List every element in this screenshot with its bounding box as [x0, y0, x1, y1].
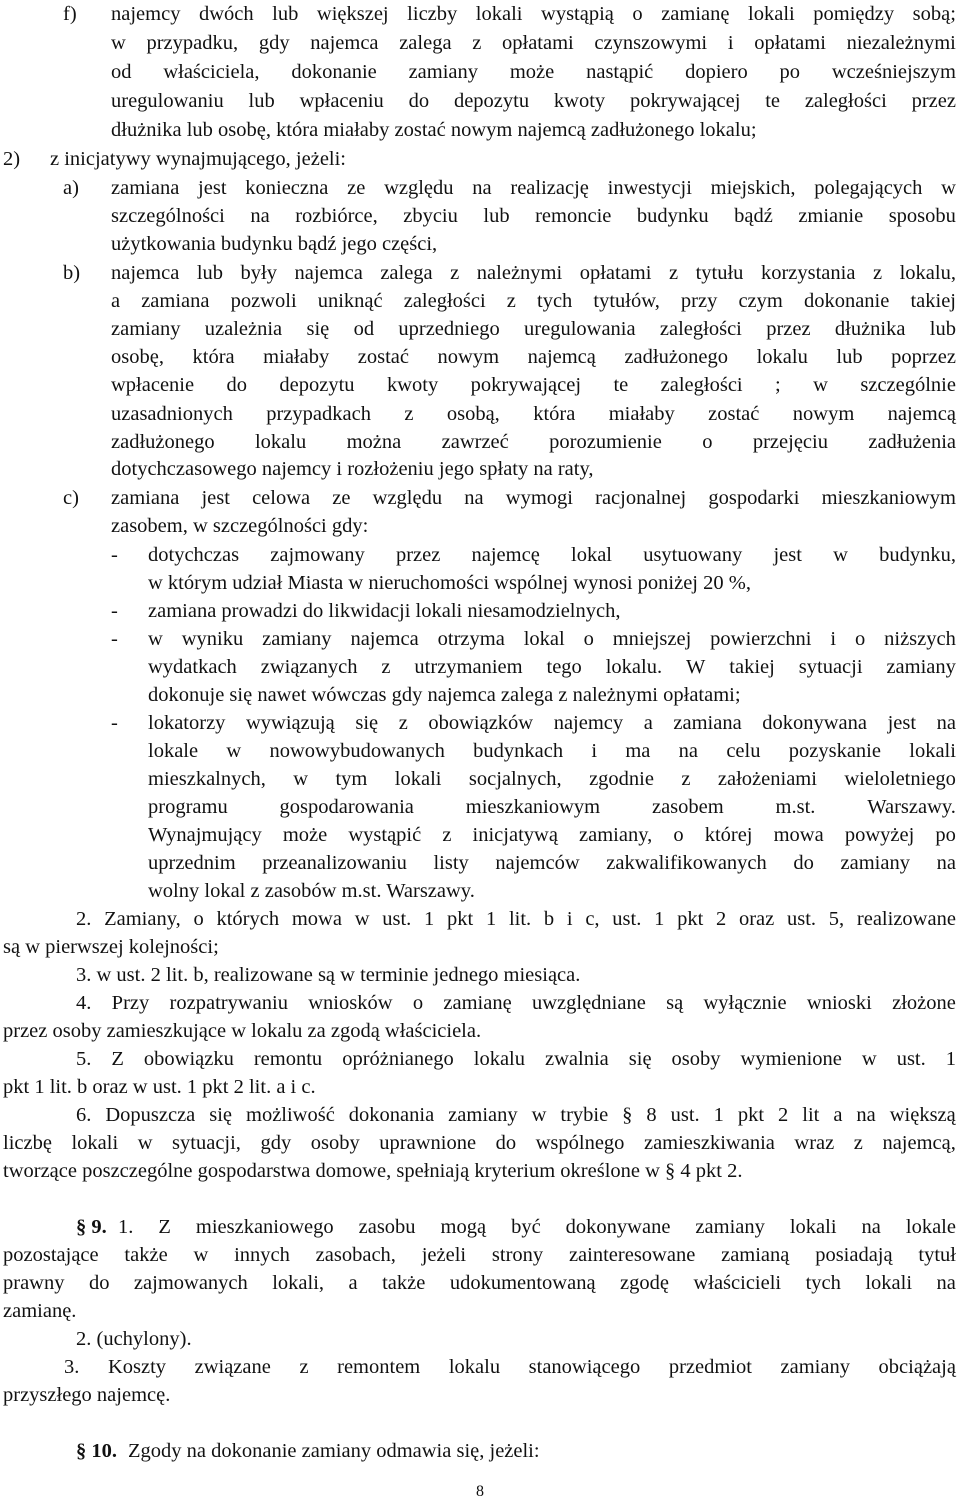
item-f-line: uregulowaniu lub wpłaceniu do depozytu kwoty pokrywającej te zaległości przez [111, 90, 956, 112]
bullet-dash: - [111, 628, 118, 650]
item-2b-line: a zamiana pozwoli uniknąć zaległości z tych tytułów, przy czym dokonanie takiej [111, 290, 956, 312]
bullet-line: w którym udział Miasta w nieruchomości wspólnej wynosi poniżej 20 %, [148, 572, 751, 594]
item-2b-line: wpłacenie do depozytu kwoty pokrywającej te zaległości ; w szczególnie [111, 374, 956, 396]
item-2b-line: dotychczasowego najemcy i rozłożeniu jego spłaty na raty, [111, 458, 594, 480]
section-9-p3-line: przyszłego najemcę. [3, 1384, 171, 1406]
section-10-heading: § 10. [76, 1440, 117, 1462]
bullet-line: wydatkach związanych z utrzymaniem tego lokalu. W takiej sytuacji zamiany [148, 656, 956, 678]
item-2a-line: zamiana jest konieczna ze względu na realizację inwestycji miejskich, polegających w [111, 177, 956, 199]
item-f-line: w przypadku, gdy najemca zalega z opłatami czynszowymi i opłatami niezależnymi [111, 32, 956, 54]
bullet-dash: - [111, 712, 118, 734]
bullet-line: lokale w nowowybudowanych budynkach i ma na celu pozyskanie lokali [148, 740, 956, 762]
item-f-line: dłużnika lub osobę, która miałaby zostać nowym najemcą zadłużonego lokalu; [111, 119, 757, 141]
item-2c-marker: c) [63, 487, 79, 509]
para-5-line: 5. Z obowiązku remontu opróżnianego lokalu zwalnia się osoby wymienione w ust. 1 [76, 1048, 956, 1070]
section-9-p2: 2. (uchylony). [76, 1328, 192, 1350]
item-f-marker: f) [63, 3, 77, 25]
para-2-line: są w pierwszej kolejności; [3, 936, 219, 958]
bullet-line: mieszkalnych, w tym lokali socjalnych, zgodnie z założeniami wieloletniego [148, 768, 956, 790]
item-2-marker: 2) [3, 148, 21, 170]
section-9-p1-line: 1. Z mieszkaniowego zasobu mogą być dokonywane zamiany lokali na lokale [118, 1216, 956, 1238]
item-2b-line: zamiany uzależnia się od uprzedniego uregulowania zaległości przez dłużnika lub [111, 318, 956, 340]
item-2c-line: zasobem, w szczególności gdy: [111, 515, 369, 537]
item-f-line: najemcy dwóch lub większej liczby lokali wystąpią o zamianę lokali pomiędzy sobą; [111, 3, 956, 25]
section-9-p1-line: zamianę. [3, 1300, 77, 1322]
para-5-line: pkt 1 lit. b oraz w ust. 1 pkt 2 lit. a i c. [3, 1076, 316, 1098]
section-10-text: Zgody na dokonanie zamiany odmawia się, jeżeli: [128, 1440, 540, 1462]
page-number: 8 [476, 1483, 484, 1500]
bullet-line: lokatorzy wywiązują się z obowiązków najemcy a zamiana dokonywana jest na [148, 712, 956, 734]
item-2-text: z inicjatywy wynajmującego, jeżeli: [50, 148, 346, 170]
para-4-line: 4. Przy rozpatrywaniu wniosków o zamianę uwzględniane są wyłącznie wnioski złożone [76, 992, 956, 1014]
item-2b-marker: b) [63, 262, 81, 284]
section-9-heading: § 9. [76, 1216, 107, 1238]
bullet-line: wolny lokal z zasobów m.st. Warszawy. [148, 880, 475, 902]
item-f-line: od właściciela, dokonanie zamiany może nastąpić dopiero po wcześniejszym [111, 61, 956, 83]
bullet-line: Wynajmujący może wystąpić z inicjatywą zamiany, o której mowa powyżej po [148, 824, 956, 846]
item-2a-line: szczególności na rozbiórce, zbyciu lub remoncie budynku bądź zmianie sposobu [111, 205, 956, 227]
item-2b-line: najemca lub były najemca zalega z należnymi opłatami z tytułu korzystania z lokalu, [111, 262, 956, 284]
section-9-p1-line: pozostające także w innych zasobach, jeżeli strony zainteresowane zamianą posiadają tytuł [3, 1244, 956, 1266]
para-6-line: tworzące poszczególne gospodarstwa domowe, spełniają kryterium określone w § 4 pkt 2. [3, 1160, 743, 1182]
bullet-dash: - [111, 544, 118, 566]
para-2-line: 2. Zamiany, o których mowa w ust. 1 pkt 1 lit. b i c, ust. 1 pkt 2 oraz ust. 5, realizowane [76, 908, 956, 930]
para-6-line: 6. Dopuszcza się możliwość dokonania zamiany w trybie § 8 ust. 1 pkt 2 lit a na większą [76, 1104, 956, 1126]
item-2a-line: użytkowania budynku bądź jego części, [111, 233, 438, 255]
para-6-line: liczbę lokali w sytuacji, gdy osoby uprawnione do wspólnego zamieszkiwania wraz z najemcą, [3, 1132, 956, 1154]
item-2c-line: zamiana jest celowa ze względu na wymogi racjonalnej gospodarki mieszkaniowym [111, 487, 956, 509]
item-2b-line: osobę, która miałaby zostać nowym najemcą zadłużonego lokalu lub poprzez [111, 346, 956, 368]
bullet-line: dokonuje się nawet wówczas gdy najemca zalega z należnymi opłatami; [148, 684, 741, 706]
bullet-line: dotychczas zajmowany przez najemcę lokal usytuowany jest w budynku, [148, 544, 956, 566]
section-9-p3-line: 3. Koszty związane z remontem lokalu stanowiącego przedmiot zamiany obciążają [64, 1356, 956, 1378]
bullet-line: zamiana prowadzi do likwidacji lokali niesamodzielnych, [148, 600, 621, 622]
bullet-line: uprzednim przeanalizowaniu listy najemców zakwalifikowanych do zamiany na [148, 852, 956, 874]
item-2b-line: zadłużonego lokalu można zawrzeć porozumienie o przejęciu zadłużenia [111, 431, 956, 453]
section-9-p1-line: prawny do zajmowanych lokali, a także udokumentowaną zgodę właścicieli tych lokali na [3, 1272, 956, 1294]
item-2b-line: uzasadnionych przypadkach z osobą, która miałaby zostać nowym najemcą [111, 403, 956, 425]
item-2a-marker: a) [63, 177, 79, 199]
para-3-line: 3. w ust. 2 lit. b, realizowane są w terminie jednego miesiąca. [76, 964, 581, 986]
para-4-line: przez osoby zamieszkujące w lokalu za zgodą właściciela. [3, 1020, 482, 1042]
bullet-dash: - [111, 600, 118, 622]
bullet-line: programu gospodarowania mieszkaniowym zasobem m.st. Warszawy. [148, 796, 956, 818]
bullet-line: w wyniku zamiany najemca otrzyma lokal o mniejszej powierzchni i o niższych [148, 628, 956, 650]
